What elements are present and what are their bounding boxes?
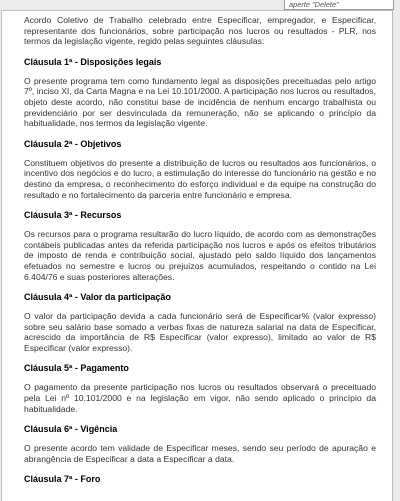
clause-6-title: Cláusula 6ª - Vigência [24, 424, 118, 435]
document-body [24, 15, 376, 493]
document-page [1, 10, 393, 501]
clause-4-text: O valor da participação devida a cada funcionário será de Especificar% (valor expresso) sobre seu salário base somado a verbas fixas de natureza salarial na data de Especificar, acrescido da importância de R$ Especificar (valor expresso), limitado ao valor de R$ Especificar (valor expresso). [24, 311, 376, 353]
comment-balloon[interactable]: aperte "Delete" [284, 0, 394, 10]
intro-paragraph: Acordo Coletivo de Trabalho celebrado entre Especificar, empregador, e Especificar, representante dos funcionários, sobre participação nos lucros ou resultados - PLR, nos termos da legislação vigente, regido pelas seguintes cláusulas: [24, 15, 376, 47]
clause-3-title: Cláusula 3ª - Recursos [24, 210, 122, 221]
clause-3-text: Os recursos para o programa resultarão do lucro líquido, de acordo com as demonstrações contábeis publicadas antes da referida participação nos lucros e após os efeitos tributários de imposto de renda e contribuição social, ajustado pelo saldo líquido dos lançamentos efetuados no semestre e lucros ou prejuízos acumulados, respeitando o contido na Lei 6.404/76 e suas posteriores alterações. [24, 229, 376, 282]
clause-6-text: O presente acordo tem validade de Especificar meses, sendo seu período de apuração e abrangência de Especificar a data a Especificar a data. [24, 443, 376, 464]
clause-4-title: Cláusula 4ª - Valor da participação [24, 292, 171, 303]
clause-1-title: Cláusula 1ª - Disposições legais [24, 56, 162, 67]
clause-5-title: Cláusula 5ª - Pagamento [24, 363, 129, 374]
clause-1-text: O presente programa tem como fundamento legal as disposições preceituadas pelo artigo 7º, inciso XI, da Carta Magna e na Lei 10.101/2000. A participação nos lucros ou resultados, objeto deste acordo, não constitui base de incidência de nenhum encargo trabalhista ou previdenciário por ser desvinculada da remuneração, não se aplicando o princípio da habitualidade, nos termos da legislação vigente. [24, 75, 376, 129]
clause-2-text: Constituem objetivos do presente a distribuição de lucros ou resultados aos funcionários, o incentivo dos negócios e do lucro, a estimulação do interesse do funcionário na gestão e no destino da empresa, o reconhecimento do esforço individual e da equipe na construção do resultado e no fortalecimento da parceria entre funcionário e empresa. [24, 157, 376, 200]
clause-2-title: Cláusula 2ª - Objetivos [24, 138, 122, 149]
clause-5-text: O pagamento da presente participação nos lucros ou resultados observará o preceituado pela Lei nº 10.101/2000 e na legislação em vigor, não sendo aplicado o princípio da habitualidade. [24, 382, 376, 414]
clause-7-title: Cláusula 7ª - Foro [24, 474, 101, 485]
